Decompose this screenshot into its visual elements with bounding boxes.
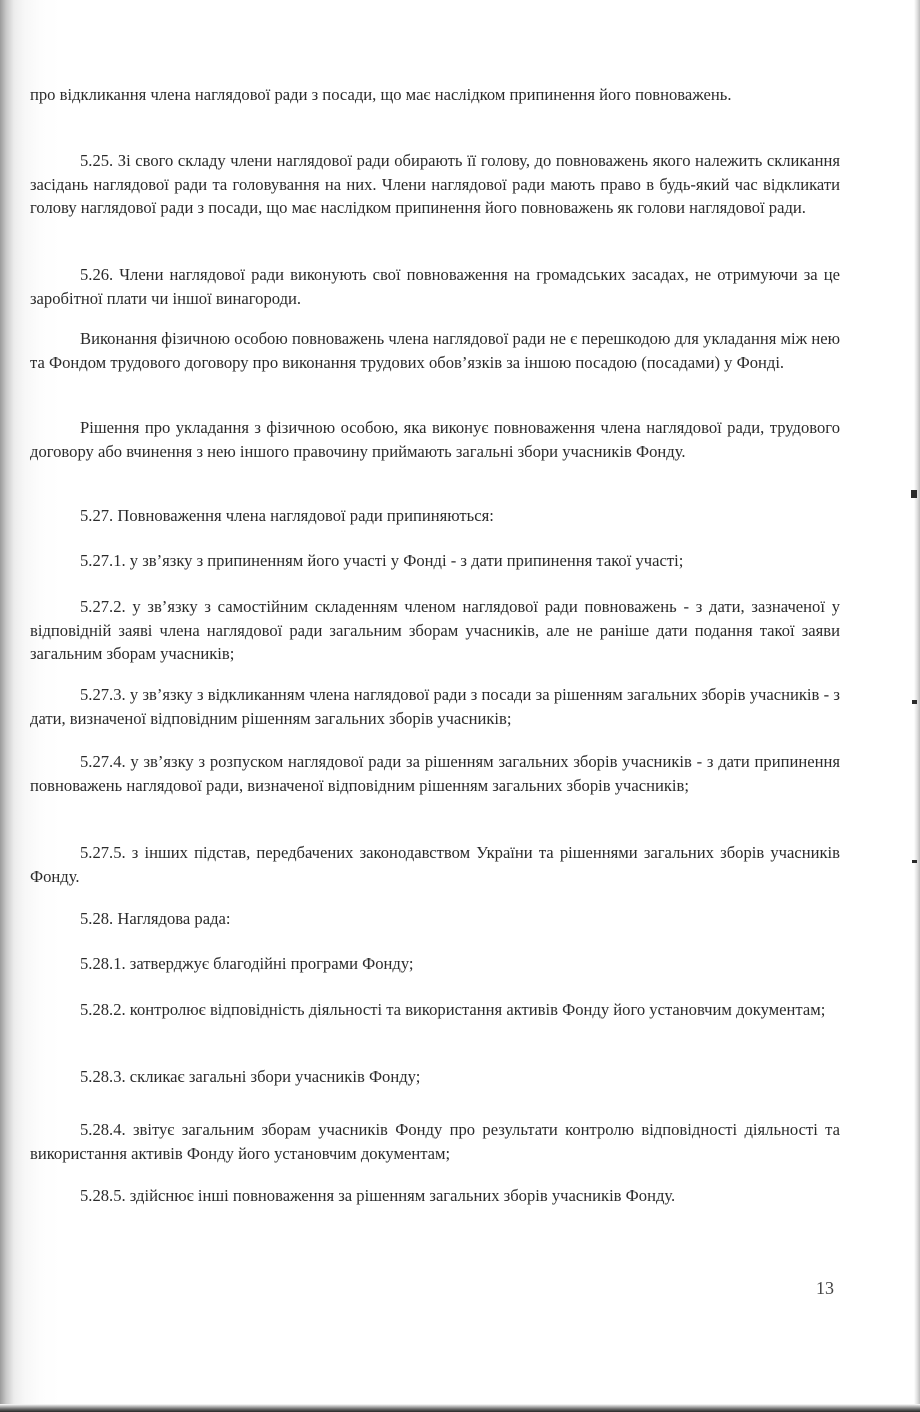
paragraph-5-28-2: 5.28.2. контролює відповідність діяльності та використання активів Фонду його установчим документам; xyxy=(80,1000,826,1019)
paragraph-continuation: про відкликання члена наглядової ради з посади, що має наслідком припинення його повноважень. xyxy=(30,85,732,104)
paragraph-5-28-1: 5.28.1. затверджує благодійні програми Фонду; xyxy=(80,954,414,973)
paragraph-5-26: 5.26. Члени наглядової ради виконують свої повноваження на громадських засадах, не отримуючи за це заробітної плати чи іншої винагороди. xyxy=(30,265,840,308)
page-bottom-edge-shadow xyxy=(0,1404,920,1412)
page-right-edge-shadow xyxy=(914,0,920,1412)
paragraph-5-28-5: 5.28.5. здійснює інші повноваження за рішенням загальних зборів учасників Фонду. xyxy=(80,1186,676,1205)
paragraph-5-28-4: 5.28.4. звітує загальним зборам учасників Фонду про результати контролю відповідності діяльності та використання активів Фонду його установчим документам; xyxy=(30,1120,840,1163)
scan-artifact-mark xyxy=(912,860,917,863)
paragraph-5-28: 5.28. Наглядова рада: xyxy=(80,909,231,928)
paragraph-employment: Виконання фізичною особою повноважень члена наглядової ради не є перешкодою для укладання між нею та Фондом трудового договору про виконання трудових обов’язків за іншою посадою (посадами) у Фонді. xyxy=(30,329,840,372)
paragraph-5-28-3: 5.28.3. скликає загальні збори учасників Фонду; xyxy=(80,1067,421,1086)
paragraph-5-27-3: 5.27.3. у зв’язку з відкликанням члена наглядової ради з посади за рішенням загальних зборів учасників - з дати, визначеної відповідним рішенням загальних зборів учасників; xyxy=(30,685,840,728)
paragraph-decision: Рішення про укладання з фізичною особою, яка виконує повноваження члена наглядової ради, трудового договору або вчинення з нею іншого правочину приймають загальні збори учасників Фонду. xyxy=(30,418,840,461)
scan-artifact-mark xyxy=(912,700,917,704)
paragraph-5-27-1: 5.27.1. у зв’язку з припиненням його участі у Фонді - з дати припинення такої участі; xyxy=(80,551,684,570)
scan-artifact-mark xyxy=(911,490,917,498)
paragraph-5-27: 5.27. Повноваження члена наглядової ради припиняються: xyxy=(80,506,494,525)
paragraph-5-25: 5.25. Зі свого складу члени наглядової ради обирають її голову, до повноважень якого належить скликання засідань наглядової ради та головування на них. Члени наглядової ради мають право в будь-який час відкликати голову наглядової ради з посади, що має наслідком припинення його повноважень як голови наглядової ради. xyxy=(30,151,840,217)
paragraph-5-27-5: 5.27.5. з інших підстав, передбачених законодавством України та рішеннями загальних зборів учасників Фонду. xyxy=(30,843,840,886)
page-number: 13 xyxy=(816,1278,834,1298)
paragraph-5-27-4: 5.27.4. у зв’язку з розпуском наглядової ради за рішенням загальних зборів учасників - з дати припинення повноважень наглядової ради, визначеної відповідним рішенням загальних зборів учасників; xyxy=(30,752,840,795)
paragraph-5-27-2: 5.27.2. у зв’язку з самостійним складенням членом наглядової ради повноважень - з дати, зазначеної у відповідній заяві члена наглядової ради загальним зборам учасників, але не раніше дати подання такої заяви загальним зборам учасників; xyxy=(30,597,840,663)
